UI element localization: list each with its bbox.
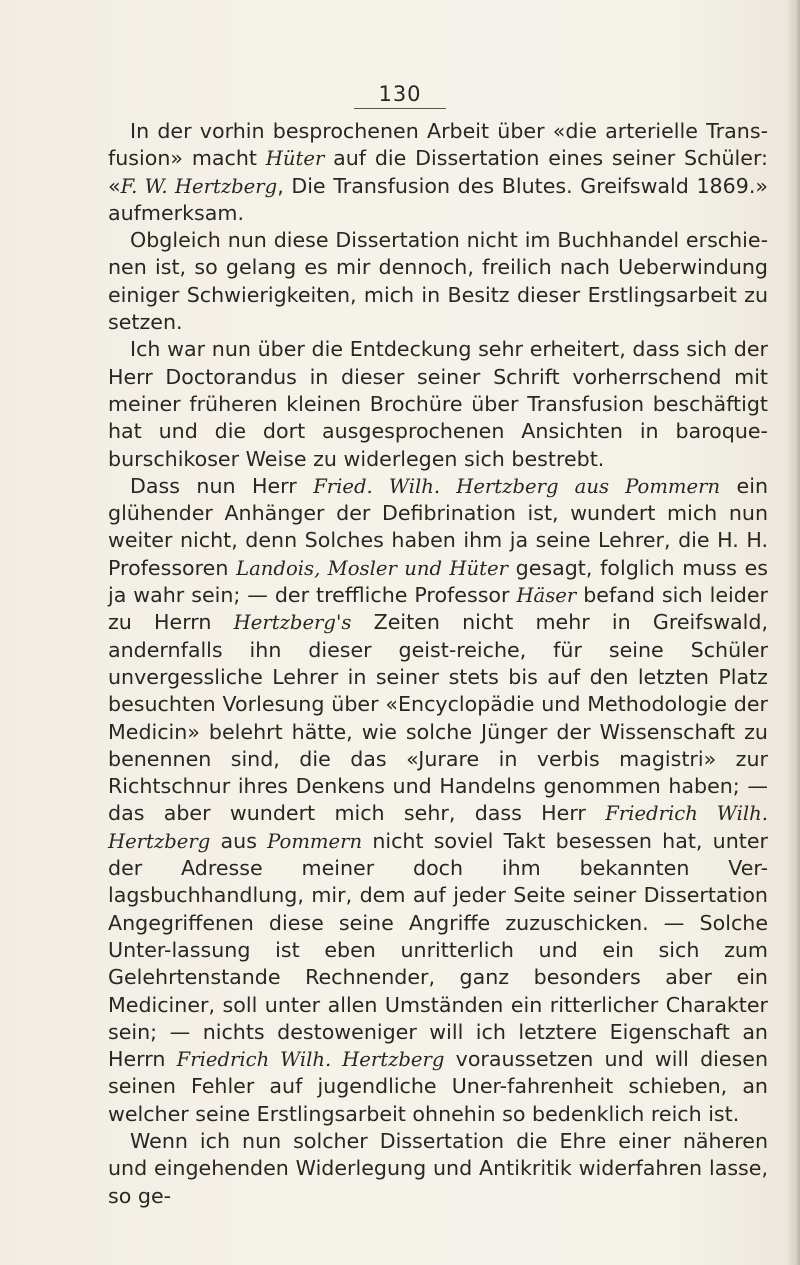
italic-name: Friedrich Wilh. Hertzberg xyxy=(176,1048,445,1072)
italic-name: Häser xyxy=(516,584,577,608)
text-run: Wenn ich nun solcher Dissertation die Ehre einer näheren und eingehenden Widerlegung und Antikritik widerfahren lasse, so ge- xyxy=(108,1128,768,1208)
italic-name: Landois, Mosler und Hüter xyxy=(236,556,508,580)
text-run: auf die Dissertation eines seiner Schüler: « xyxy=(108,146,768,198)
paragraph xyxy=(108,227,768,336)
italic-name: Hüter xyxy=(265,147,325,171)
paragraph xyxy=(108,1128,768,1210)
italic-name: Fried. Wilh. Hertzberg aus Pommern xyxy=(313,474,721,498)
page-number xyxy=(0,82,800,109)
text-run: Obgleich nun diese Dissertation nicht im Buchhandel erschie-nen ist, so gelang es mir dennoch, freilich nach Ueberwindung einiger Schwierigkeiten, mich in Besitz dieser Erstlingsarbeit zu setzen. xyxy=(108,228,768,335)
page-edge-shadow xyxy=(786,0,800,1265)
text-run: voraussetzen und will diesen seinen Fehler auf jugendliche Uner-fahrenheit schieben, an welcher seine Erstlingsarbeit ohnehin so bedenklich reich ist. xyxy=(108,1047,768,1126)
text-run: aus xyxy=(210,828,268,853)
text-run: , Die Transfusion des Blutes. Greifswald 1869.» aufmerksam. xyxy=(108,173,768,225)
text-run: nicht soviel Takt besessen hat, unter der Adresse meiner doch ihm bekannten Ver-lagsbuchhandlung, mir, dem auf jeder Seite seiner Dissertation Angegriffenen diese seine Angriffe zuzuschicken. — Solche Unter-lassung ist eben unritterlich und ein sich zum Gelehrtenstande Rechnender, ganz besonders aber ein Mediciner, soll unter allen Umständen ein ritterlicher Charakter sein; — nichts destoweniger will ich letztere Eigenschaft an Herrn xyxy=(108,828,768,1072)
text-run: Dass nun Herr xyxy=(130,473,314,498)
paragraph xyxy=(108,118,768,227)
body-text xyxy=(108,118,768,1210)
italic-name: Friedrich Wilh. Hertzberg xyxy=(108,802,768,853)
text-run: gesagt, folglich muss es ja wahr sein; — der treffliche Professor xyxy=(108,555,768,608)
text-run: Ich war nun über die Entdeckung sehr erheitert, dass sich der Herr Doctorandus in dieser seiner Schrift vorherrschend mit meiner früheren kleinen Brochüre über Transfusion beschäftigt hat und die dort ausgesprochenen Ansichten in baroque-burschikoser Weise zu widerlegen sich bestrebt. xyxy=(108,337,768,471)
text-run: Zeiten nicht mehr in Greifswald, andernfalls ihn dieser geist-reiche, für seine Schüler unvergessliche Lehrer in seiner stets bis auf den letzten Platz besuchten Vorlesung über «Encyclopädie und Methodologie der Medicin» belehrt hätte, wie solche Jünger der Wissenschaft zu benennen sind, die das «Jurare in verbis magistri» zur Richtschnur ihres Denkens und Handelns genommen haben; — das aber wundert mich sehr, dass Herr xyxy=(108,610,769,826)
italic-name: Pommern xyxy=(267,829,363,853)
paragraph xyxy=(108,473,768,1128)
italic-name: F. W. Hertzberg xyxy=(120,174,278,198)
italic-name: Hertzberg's xyxy=(233,611,352,635)
text-run: befand sich leider zu Herrn xyxy=(108,583,768,635)
page-number-text: 130 xyxy=(354,82,445,109)
text-run: ein glühender Anhänger der Defibrination ist, wundert mich nun weiter nicht, denn Solches haben ihm ja seine Lehrer, die H. H. Professoren xyxy=(108,473,768,580)
text-run: In der vorhin besprochenen Arbeit über «die arterielle Trans-fusion» macht xyxy=(108,119,768,171)
paragraph xyxy=(108,336,768,472)
